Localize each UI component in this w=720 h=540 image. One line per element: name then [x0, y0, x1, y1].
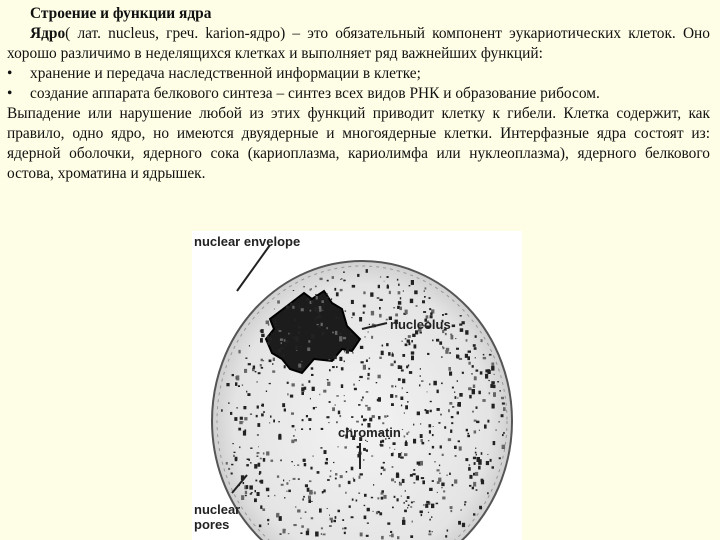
label-chromatin: chromatin — [338, 425, 401, 440]
envelope-pointer — [237, 245, 270, 291]
intro-term: Ядро — [30, 25, 66, 42]
bullet-text: создание аппарата белкового синтеза – синтез всех видов РНК и образование рибосом. — [30, 85, 600, 102]
bullet-text: хранение и передача наследственной информации в клетке; — [30, 65, 421, 82]
label-nuclear-pores — [194, 502, 240, 532]
label-nuclear-envelope: nuclear envelope — [194, 234, 301, 249]
label-nuclear-pores-line1: nuclear — [194, 502, 241, 517]
bullet-marker: • — [7, 65, 13, 82]
document-title: Строение и функции ядра — [30, 5, 212, 22]
document-text — [7, 0, 710, 184]
bullet-item — [7, 84, 710, 104]
intro-text: ( лат. nucleus, греч. karion-ядро) – это обязательный компонент эукариотических клеток. Оно хорошо различимо в неделящихся клетках и выполняет ряд важнейших функций: — [7, 25, 710, 62]
body-paragraph: Выпадение или нарушение любой из этих функций приводит клетку к гибели. Клетка содержит, как правило, одно ядро, но имеются двуядерные и многоядерные клетки. Интерфазные ядра состоят из: ядерной оболочки, ядерного сока (кариоплазма, кариолимфа или нуклеоплазма), ядерного белкового остова, хроматина и ядрышек. — [7, 105, 710, 182]
intro-paragraph — [7, 24, 710, 64]
bullet-marker: • — [7, 85, 13, 102]
nucleus-drawing — [192, 231, 522, 540]
label-nuclear-pores-line2: pores — [194, 517, 230, 532]
bullet-item — [7, 64, 710, 84]
nucleus-micrograph — [192, 231, 522, 540]
label-nucleolus: nucleolus — [390, 317, 451, 332]
